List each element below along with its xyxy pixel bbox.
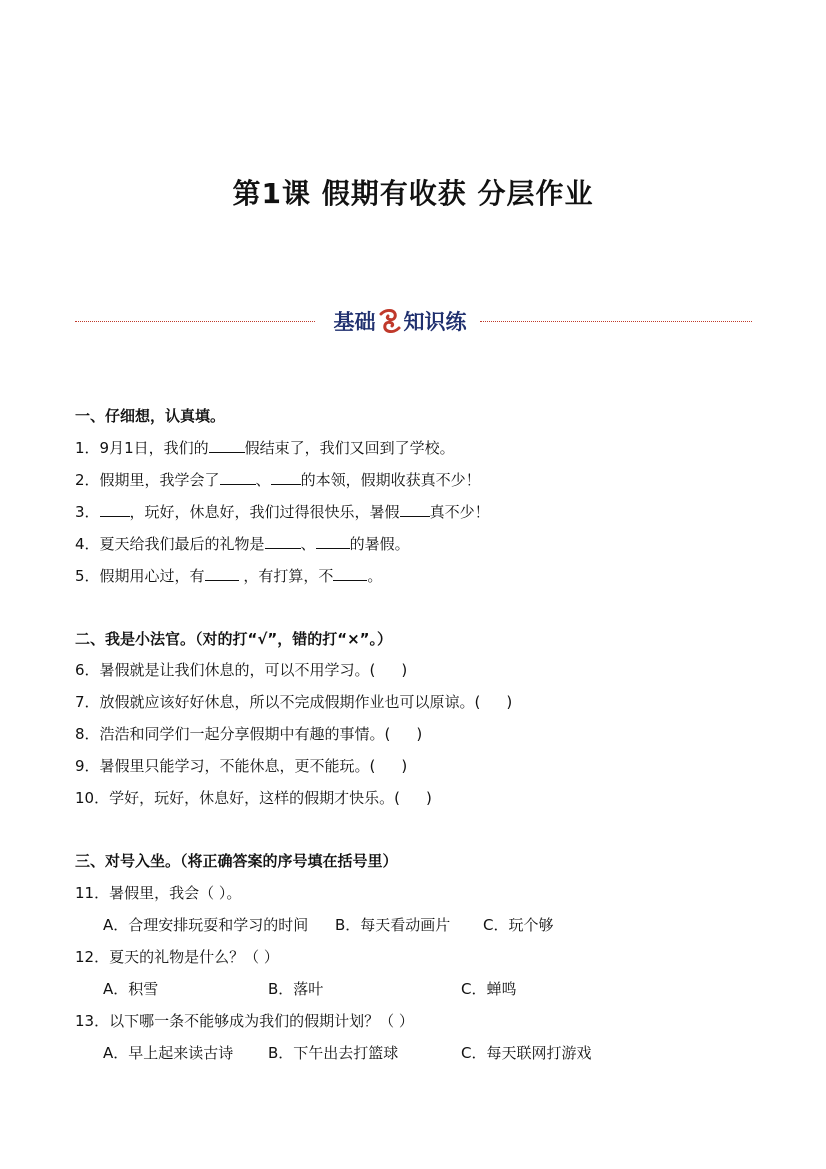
fill-question-2: 2．假期里，我学会了 、 的本领，假期收获真不少！ [75,471,481,489]
divider-right [480,321,752,322]
fill-question-3: 3． ，玩好，休息好，我们过得很快乐，暑假 真不少！ [75,503,490,521]
option-b[interactable]: B．下午出去打篮球 [268,1044,399,1062]
answer-blank[interactable] [220,470,256,485]
option-c[interactable]: C．每天联网打游戏 [461,1044,592,1062]
banner-left-text: 基础 [333,310,376,334]
option-c[interactable]: C．蝉鸣 [461,980,517,998]
page-title: 第1课 假期有收获 分层作业 [232,177,594,210]
section1-heading: 一、仔细想，认真填。 [75,407,226,425]
answer-blank[interactable] [271,470,301,485]
option-b[interactable]: B．落叶 [268,980,324,998]
answer-blank[interactable] [205,566,239,581]
choice-question-12: 12．夏天的礼物是什么？（ ） [75,948,279,966]
answer-blank[interactable] [209,438,245,453]
section-banner [322,306,478,336]
banner-right-text: 知识练 [403,310,467,334]
option-a[interactable]: A．合理安排玩耍和学习的时间 [103,916,309,934]
section2-heading: 二、我是小法官。（对的打“√”，错的打“×”。） [75,630,393,648]
option-b[interactable]: B．每天看动画片 [335,916,451,934]
fill-question-4: 4．夏天给我们最后的礼物是 、 的暑假。 [75,535,410,553]
judge-question-6: 6．暑假就是让我们休息的，可以不用学习。( ) [75,661,408,679]
judge-question-9: 9．暑假里只能学习，不能休息，更不能玩。( ) [75,757,408,775]
judge-question-8: 8．浩浩和同学们一起分享假期中有趣的事情。( ) [75,725,423,743]
answer-blank[interactable] [100,502,130,517]
divider-left [75,321,315,322]
option-a[interactable]: A．早上起来读古诗 [103,1044,234,1062]
answer-blank[interactable] [333,566,367,581]
section3-heading: 三、对号入坐。（将正确答案的序号填在括号里） [75,852,398,870]
judge-question-7: 7．放假就应该好好休息，所以不完成假期作业也可以原谅。( ) [75,693,513,711]
option-a[interactable]: A．积雪 [103,980,159,998]
choice-question-13: 13．以下哪一条不能够成为我们的假期计划？（ ） [75,1012,414,1030]
option-c[interactable]: C．玩个够 [483,916,554,934]
choice-question-11: 11．暑假里，我会（ ）。 [75,884,242,902]
answer-blank[interactable] [316,534,350,549]
answer-blank[interactable] [265,534,301,549]
swirl-icon [377,308,403,334]
answer-blank[interactable] [400,502,430,517]
fill-question-1: 1．9月1日，我们的 假结束了，我们又回到了学校。 [75,439,455,457]
fill-question-5: 5．假期用心过，有 ，有打算，不 。 [75,567,383,585]
judge-question-10: 10．学好，玩好，休息好，这样的假期才快乐。( ) [75,789,432,807]
